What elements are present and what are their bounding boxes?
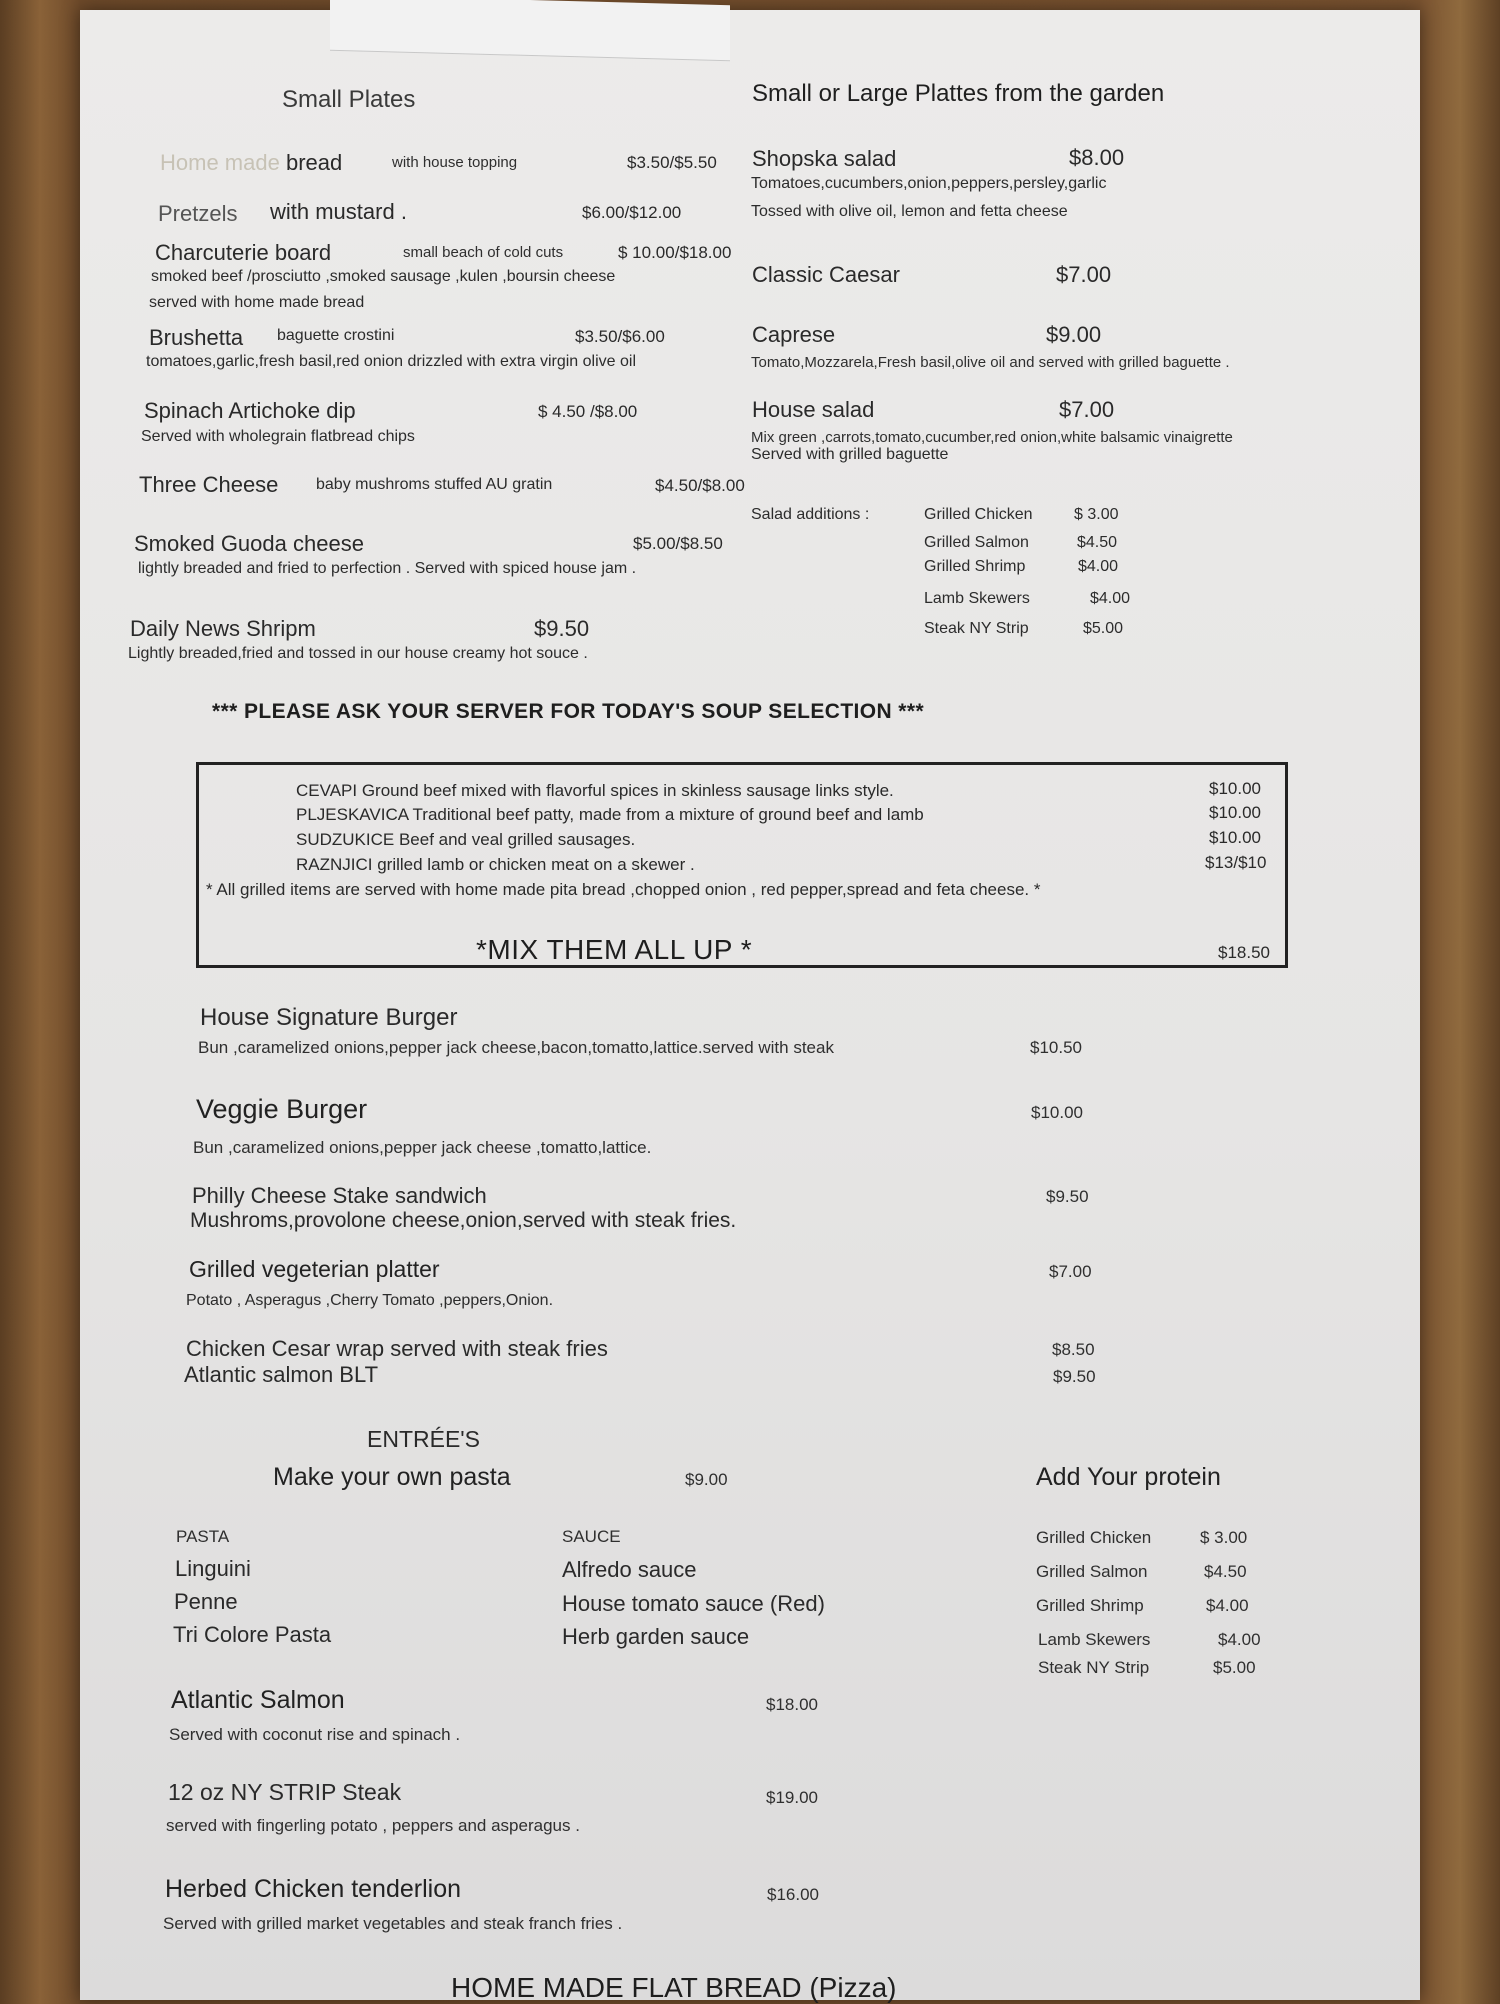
- pasta-label: PASTA: [176, 1527, 230, 1546]
- guoda-name: Smoked Guoda cheese: [134, 531, 364, 556]
- protein-name: Grilled Shrimp: [1036, 1596, 1144, 1615]
- grill-item: SUDZUKICE Beef and veal grilled sausages.: [296, 830, 636, 849]
- protein-price: $5.00: [1213, 1658, 1256, 1677]
- guoda-price: $5.00/$8.50: [633, 534, 723, 553]
- wrap-price: $8.50: [1052, 1340, 1095, 1359]
- salmon-name: Atlantic Salmon: [171, 1686, 345, 1714]
- flatbread-heading: HOME MADE FLAT BREAD (Pizza): [451, 1972, 897, 2003]
- pasta-price: $9.00: [685, 1470, 728, 1489]
- addition-name: Grilled Chicken: [924, 506, 1033, 523]
- veg-platter-desc: Potato , Asperagus ,Cherry Tomato ,peppers,Onion.: [186, 1292, 554, 1309]
- protein-name: Grilled Chicken: [1036, 1528, 1152, 1547]
- addition-name: Grilled Shrimp: [924, 558, 1026, 575]
- pasta-option: Tri Colore Pasta: [173, 1622, 332, 1647]
- charcuterie-note: small beach of cold cuts: [403, 244, 564, 261]
- grill-price: $10.00: [1209, 828, 1261, 847]
- veg-platter-price: $7.00: [1049, 1262, 1092, 1281]
- sauce-label: SAUCE: [562, 1527, 621, 1546]
- charcuterie-desc-2: served with home made bread: [149, 294, 365, 311]
- three-cheese-price: $4.50/$8.00: [655, 476, 745, 495]
- chicken-name: Herbed Chicken tenderlion: [165, 1875, 462, 1903]
- spinach-price: $ 4.50 /$8.00: [538, 402, 638, 421]
- charcuterie-desc-1: smoked beef /prosciutto ,smoked sausage ,kulen ,boursin cheese: [151, 268, 616, 285]
- philly-desc: Mushroms,provolone cheese,onion,served with steak fries.: [190, 1209, 737, 1232]
- protein-price: $4.00: [1218, 1630, 1261, 1649]
- three-cheese-note: baby mushroms stuffed AU gratin: [316, 476, 553, 493]
- steak-desc: served with fingerling potato , peppers and asperagus .: [166, 1816, 580, 1835]
- protein-title: Add Your protein: [1036, 1463, 1221, 1491]
- shrimp-desc: Lightly breaded,fried and tossed in our house creamy hot souce .: [128, 645, 588, 662]
- shrimp-price: $9.50: [534, 616, 590, 641]
- charcuterie-name: Charcuterie board: [155, 240, 332, 265]
- protein-price: $ 3.00: [1200, 1528, 1248, 1547]
- addition-name: Lamb Skewers: [924, 590, 1030, 607]
- protein-price: $4.50: [1204, 1562, 1247, 1581]
- grill-price: $10.00: [1209, 803, 1261, 822]
- blt-name: Atlantic salmon BLT: [184, 1362, 379, 1387]
- shopska-desc-1: Tomatoes,cucumbers,onion,peppers,persley,garlic: [751, 175, 1107, 192]
- veggie-burger-desc: Bun ,caramelized onions,pepper jack cheese ,tomatto,lattice.: [193, 1138, 652, 1157]
- sauce-option: Herb garden sauce: [562, 1624, 750, 1649]
- grill-item: PLJESKAVICA Traditional beef patty, made from a mixture of ground beef and lamb: [296, 805, 924, 824]
- house-salad-name: House salad: [752, 397, 875, 422]
- brushetta-price: $3.50/$6.00: [575, 327, 665, 346]
- pretzels-price: $6.00/$12.00: [582, 203, 682, 222]
- addition-price: $4.00: [1078, 558, 1119, 575]
- salad-additions-label: Salad additions :: [751, 506, 870, 523]
- pasta-option: Linguini: [175, 1556, 251, 1581]
- three-cheese-name: Three Cheese: [139, 472, 279, 497]
- addition-name: Steak NY Strip: [924, 620, 1029, 637]
- pretzels-note: with mustard .: [270, 199, 407, 224]
- sauce-option: House tomato sauce (Red): [562, 1591, 825, 1616]
- pretzels-name: Pretzels: [158, 201, 238, 226]
- pasta-title: Make your own pasta: [273, 1463, 511, 1491]
- house-salad-desc-1: Mix green ,carrots,tomato,cucumber,red onion,white balsamic vinaigrette: [751, 429, 1233, 446]
- veggie-burger-price: $10.00: [1031, 1103, 1083, 1122]
- addition-price: $4.00: [1090, 590, 1131, 607]
- bread-note: with house topping: [392, 154, 518, 171]
- addition-price: $5.00: [1083, 620, 1124, 637]
- signature-burger-price: $10.50: [1030, 1038, 1082, 1057]
- spinach-name: Spinach Artichoke dip: [144, 398, 356, 423]
- spinach-desc: Served with wholegrain flatbread chips: [141, 428, 415, 445]
- addition-name: Grilled Salmon: [924, 534, 1029, 551]
- guoda-desc: lightly breaded and fried to perfection . Served with spiced house jam .: [138, 560, 637, 577]
- brushetta-name: Brushetta: [149, 325, 244, 350]
- caprese-price: $9.00: [1046, 322, 1102, 347]
- mix-price: $18.50: [1218, 943, 1270, 962]
- bread-name-faded: Home made: [160, 150, 280, 175]
- salmon-price: $18.00: [766, 1695, 818, 1714]
- pasta-option: Penne: [174, 1589, 238, 1614]
- chicken-price: $16.00: [767, 1885, 819, 1904]
- grill-item: CEVAPI Ground beef mixed with flavorful spices in skinless sausage links style.: [296, 781, 894, 800]
- shopska-desc-2: Tossed with olive oil, lemon and fetta cheese: [751, 203, 1068, 220]
- house-salad-price: $7.00: [1059, 397, 1115, 422]
- small-plates-heading: Small Plates: [282, 86, 416, 113]
- steak-price: $19.00: [766, 1788, 818, 1807]
- philly-name: Philly Cheese Stake sandwich: [192, 1183, 487, 1208]
- chicken-desc: Served with grilled market vegetables and steak franch fries .: [163, 1914, 623, 1933]
- paper-scrap: [330, 0, 730, 61]
- veg-platter-name: Grilled vegeterian platter: [189, 1256, 440, 1282]
- signature-burger-desc: Bun ,caramelized onions,pepper jack cheese,bacon,tomatto,lattice.served with steak: [198, 1038, 834, 1057]
- mix-them-all-up: *MIX THEM ALL UP *: [476, 934, 753, 965]
- protein-name: Grilled Salmon: [1036, 1562, 1148, 1581]
- shrimp-name: Daily News Shripm: [130, 616, 316, 641]
- caesar-price: $7.00: [1056, 262, 1112, 287]
- soup-notice: *** PLEASE ASK YOUR SERVER FOR TODAY'S SOUP SELECTION ***: [212, 700, 925, 723]
- garden-heading: Small or Large Plattes from the garden: [752, 80, 1165, 107]
- grill-price: $13/$10: [1205, 853, 1267, 872]
- charcuterie-price: $ 10.00/$18.00: [618, 243, 732, 262]
- protein-name: Steak NY Strip: [1038, 1658, 1150, 1677]
- caesar-name: Classic Caesar: [752, 262, 900, 287]
- sauce-option: Alfredo sauce: [562, 1557, 697, 1582]
- protein-price: $4.00: [1206, 1596, 1249, 1615]
- bread-name: bread: [279, 150, 343, 175]
- entrees-heading: ENTRÉE'S: [367, 1426, 481, 1452]
- wrap-name: Chicken Cesar wrap served with steak fries: [186, 1336, 608, 1361]
- brushetta-desc: tomatoes,garlic,fresh basil,red onion drizzled with extra virgin olive oil: [146, 353, 636, 370]
- protein-name: Lamb Skewers: [1038, 1630, 1151, 1649]
- bread-price: $3.50/$5.50: [627, 153, 717, 172]
- philly-price: $9.50: [1046, 1187, 1089, 1206]
- shopska-name: Shopska salad: [752, 146, 897, 171]
- steak-name: 12 oz NY STRIP Steak: [168, 1779, 402, 1805]
- salmon-desc: Served with coconut rise and spinach .: [169, 1725, 461, 1744]
- signature-burger-name: House Signature Burger: [200, 1004, 458, 1031]
- blt-price: $9.50: [1053, 1367, 1096, 1386]
- caprese-name: Caprese: [752, 322, 836, 347]
- shopska-price: $8.00: [1069, 145, 1125, 170]
- addition-price: $ 3.00: [1074, 506, 1119, 523]
- bread-item: [160, 150, 342, 176]
- addition-price: $4.50: [1077, 534, 1118, 551]
- brushetta-note: baguette crostini: [277, 327, 395, 344]
- caprese-desc: Tomato,Mozzarela,Fresh basil,olive oil and served with grilled baguette .: [751, 354, 1230, 371]
- house-salad-desc-2: Served with grilled baguette: [751, 446, 949, 463]
- grill-note: * All grilled items are served with home made pita bread ,chopped onion , red pepper,spread and feta cheese. *: [206, 880, 1041, 899]
- veggie-burger-name: Veggie Burger: [196, 1094, 368, 1124]
- grill-item: RAZNJICI grilled lamb or chicken meat on a skewer .: [296, 855, 695, 874]
- grill-price: $10.00: [1209, 779, 1261, 798]
